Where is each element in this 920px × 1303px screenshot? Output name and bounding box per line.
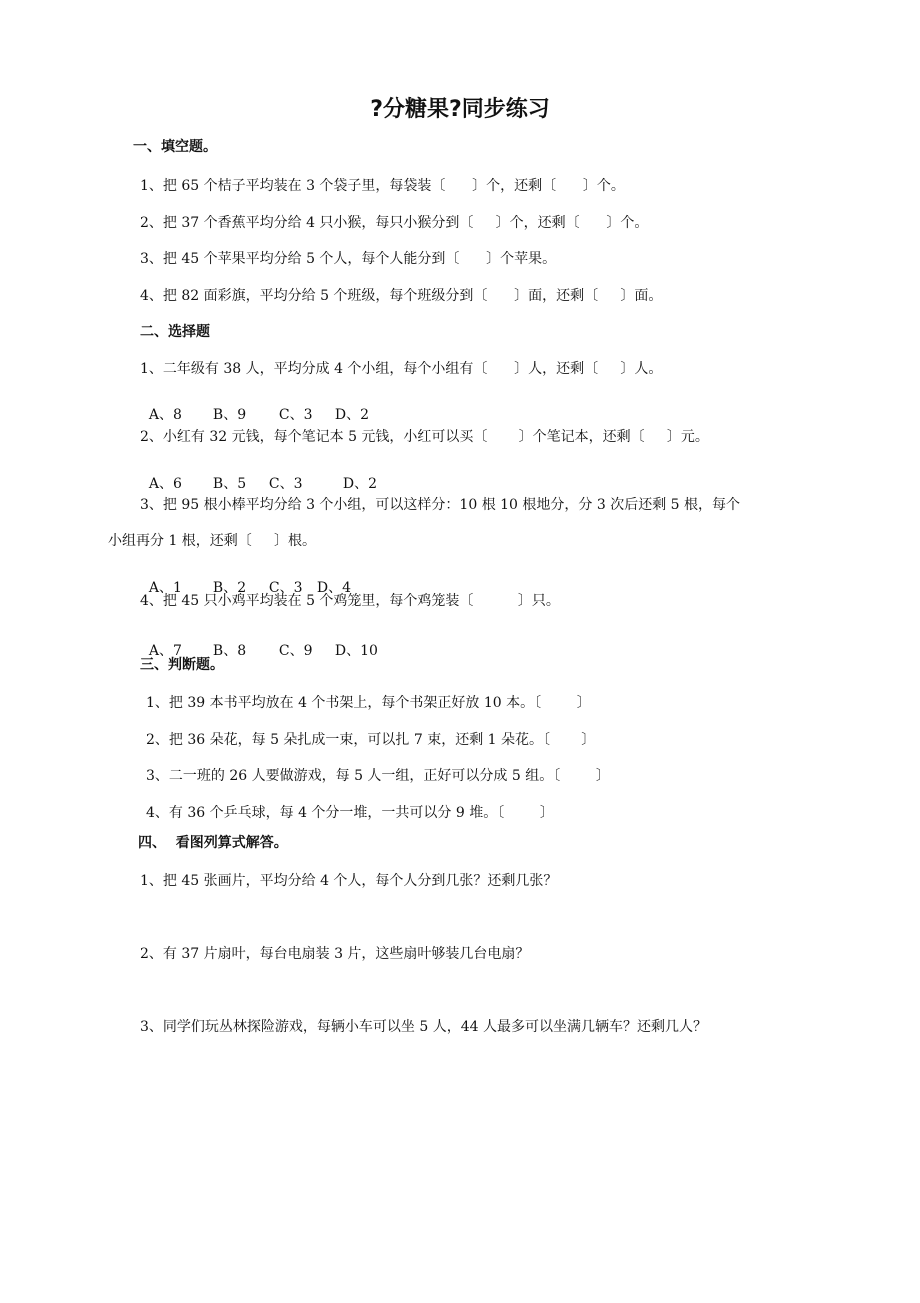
question-text: 4、把 82 面彩旗，平均分给 5 个班级，每个班级分到〔 〕面，还剩〔 〕面。 xyxy=(140,288,663,304)
option-a: A、8 xyxy=(148,407,182,423)
question-text: 3、同学们玩丛林探险游戏，每辆小车可以坐 5 人，44 人最多可以坐满几辆车？还剩几人？ xyxy=(140,1019,707,1035)
option-b: B、9 xyxy=(212,407,247,423)
question-text: 2、把 37 个香蕉平均分给 4 只小猴，每只小猴分到〔 〕个，还剩〔 〕个。 xyxy=(140,215,649,231)
option-d: D、2 xyxy=(334,407,370,423)
question-text: 2、有 37 片扇叶，每台电扇装 3 片，这些扇叶够装几台电扇？ xyxy=(140,946,530,962)
question-text: 1、把 45 张画片，平均分给 4 个人，每个人分到几张？还剩几张？ xyxy=(140,873,558,889)
option-b: B、5 xyxy=(212,476,247,492)
question-text: 3、二一班的 26 人要做游戏，每 5 人一组，正好可以分成 5 组。〔 〕 xyxy=(146,768,610,784)
section-heading-word-problems: 四、 看图列算式解答。 xyxy=(138,835,288,851)
option-c: C、3 xyxy=(268,476,303,492)
option-b: B、8 xyxy=(212,643,247,659)
answer-options xyxy=(140,388,369,424)
section-heading-fill-in: 一、填空题。 xyxy=(133,139,217,155)
question-text: 3、把 45 个苹果平均分给 5 个人，每个人能分到〔 〕个苹果。 xyxy=(140,251,557,267)
question-text: 4、把 45 只小鸡平均装在 5 个鸡笼里，每个鸡笼装〔 〕只。 xyxy=(140,593,560,609)
question-text: 2、小红有 32 元钱，每个笔记本 5 元钱，小红可以买〔 〕个笔记本，还剩〔 〕元。 xyxy=(140,429,709,445)
question-text-continued: 小组再分 1 根，还剩〔 〕根。 xyxy=(108,533,317,549)
question-text: 3、把 95 根小棒平均分给 3 个小组，可以这样分：10 根 10 根地分，分 3 次后还剩 5 根，每个 xyxy=(140,497,741,513)
page-title: ?分糖果?同步练习 xyxy=(370,97,550,122)
option-d: D、4 xyxy=(316,580,352,596)
section-heading-multiple-choice: 二、选择题 xyxy=(140,324,210,340)
section-heading-true-false: 三、判断题。 xyxy=(140,657,224,673)
option-a: A、6 xyxy=(148,476,182,492)
answer-options xyxy=(140,457,377,493)
question-text: 1、把 65 个桔子平均装在 3 个袋子里，每袋装〔 〕个，还剩〔 〕个。 xyxy=(140,178,625,194)
option-c: C、9 xyxy=(278,643,313,659)
option-b: B、2 xyxy=(212,580,247,596)
question-text: 4、有 36 个乒乓球，每 4 个分一堆，一共可以分 9 堆。〔 〕 xyxy=(146,805,554,821)
option-d: D、2 xyxy=(342,476,378,492)
question-text: 1、把 39 本书平均放在 4 个书架上，每个书架正好放 10 本。〔 〕 xyxy=(146,695,591,711)
option-a: A、7 xyxy=(148,643,182,659)
answer-options xyxy=(140,624,378,660)
question-text: 1、二年级有 38 人，平均分成 4 个小组，每个小组有〔 〕人，还剩〔 〕人。 xyxy=(140,361,663,377)
option-c: C、3 xyxy=(268,580,303,596)
option-d: D、10 xyxy=(334,643,378,659)
option-a: A、1 xyxy=(148,580,182,596)
option-c: C、3 xyxy=(278,407,313,423)
question-text: 2、把 36 朵花，每 5 朵扎成一束，可以扎 7 束，还剩 1 朵花。〔 〕 xyxy=(146,732,596,748)
